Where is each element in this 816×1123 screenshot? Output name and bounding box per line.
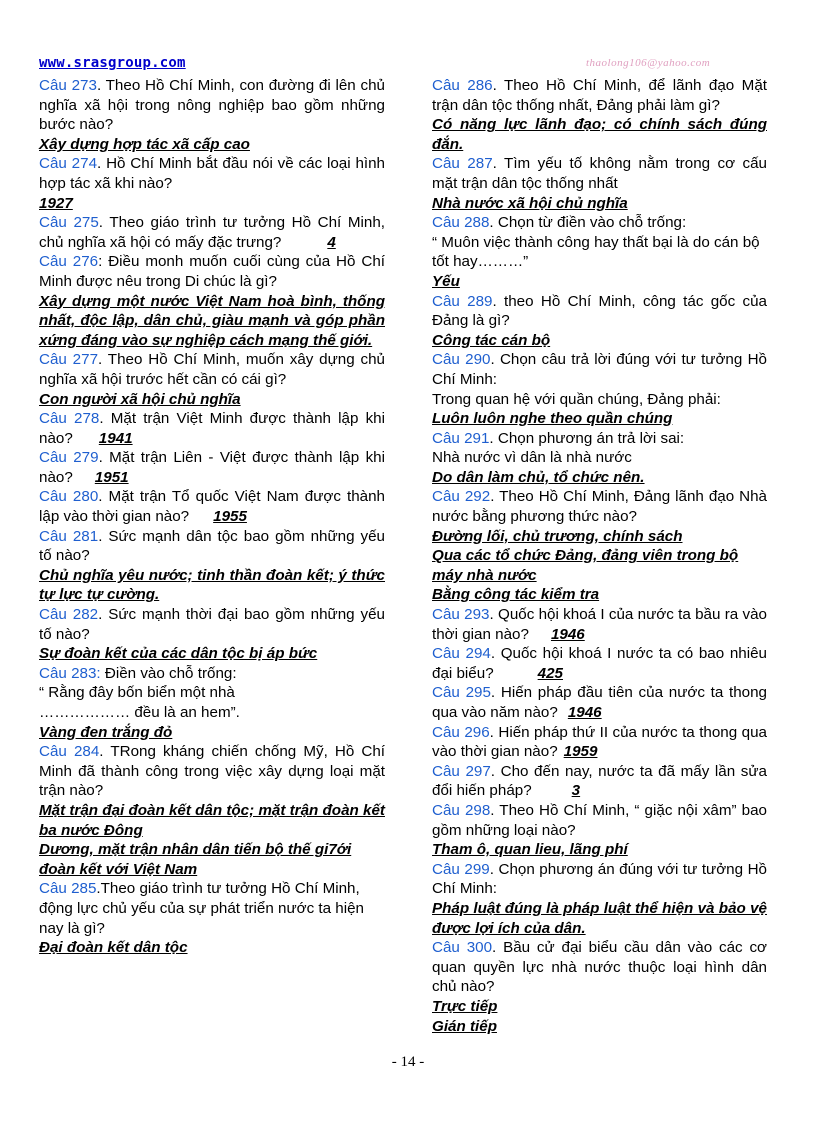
answer-287: Nhà nước xã hội chủ nghĩa [432, 194, 628, 212]
question-number: Câu 294 [432, 645, 491, 663]
answer-290: Luôn luôn nghe theo quần chúng [432, 410, 673, 428]
question-286 [432, 76, 767, 115]
question-276 [39, 252, 385, 291]
answer-281: Chủ nghĩa yêu nước; tinh thần đoàn kết; ý thức tự lực tự cường. [39, 566, 385, 604]
answer-285: Đại đoàn kết dân tộc [39, 939, 188, 957]
question-text: . Theo Hồ Chí Minh, để lãnh đạo Mặt trận dân tộc thống nhất, Đảng phải làm gì? [432, 77, 767, 114]
question-number: Câu 287 [432, 155, 493, 173]
answer-293: 1946 [550, 625, 585, 643]
question-text: . Quốc hội khoá I nước ta có bao nhiêu đại biểu? [432, 645, 768, 682]
question-text: . Mặt trận Tổ quốc Việt Nam được thành lập vào thời gian nào? [39, 488, 385, 526]
answer-292-part3: Bằng công tác kiểm tra [432, 586, 600, 604]
answer-299: Pháp luật đúng là pháp luật thể hiện và bảo vệ được lợi ích của dân. [432, 899, 767, 937]
answer-278: 1941 [98, 429, 133, 447]
question-289 [432, 292, 767, 331]
question-293 [432, 605, 767, 644]
question-text: .Theo giáo trình tư tưởng Hồ Chí Minh, động lực chủ yếu của sự phát triển nước ta hiện nay là gì? [39, 880, 364, 937]
question-text: . Sức mạnh dân tộc bao gồm những yếu tố nào? [39, 527, 385, 565]
question-280 [39, 487, 385, 526]
answer-292-part1: Đường lối, chủ trương, chính sách [432, 527, 683, 545]
answer-282: Sự đoàn kết của các dân tộc bị áp bức [39, 645, 318, 663]
question-283-line: “ Rằng đây bốn biển một nhà [39, 684, 235, 702]
question-number: Câu 288 [432, 214, 490, 232]
question-number: Câu 275 [39, 214, 99, 232]
question-291-context: Nhà nước vì dân là nhà nước [432, 449, 632, 467]
question-text: . TRong kháng chiến chống Mỹ, Hồ Chí Minh đã thành công trong việc xây dựng loại mặt trận nào? [39, 743, 386, 800]
question-text: . theo Hồ Chí Minh, công tác gốc của Đảng là gì? [432, 292, 768, 330]
answer-284-part1: Mặt trận đại đoàn kết dân tộc; mặt trận đoàn kết ba nước Đông [39, 801, 385, 839]
question-283-blank: ……………… đều là an hem”. [39, 704, 240, 721]
question-number: Câu 276 [39, 253, 99, 271]
answer-292-part2: Qua các tổ chức Đảng, đảng viên trong bộ máy nhà nước [432, 547, 739, 584]
question-text: . Chọn từ điền vào chỗ trống: [489, 214, 687, 232]
answer-277: Con người xã hội chủ nghĩa [39, 390, 241, 408]
answer-297: 3 [571, 782, 581, 800]
answer-288: Yếu [432, 272, 460, 290]
question-296 [432, 723, 767, 762]
question-text: . Chọn câu trả lời đúng với tư tưởng Hồ Chí Minh: [432, 351, 767, 388]
answer-295: 1946 [567, 704, 602, 721]
page-number: - 14 - [391, 1054, 425, 1070]
question-number: Câu 293 [432, 606, 490, 624]
question-number: Câu 283: [39, 664, 101, 682]
question-text: . Tìm yếu tố không nằm trong cơ cấu mặt trận dân tộc thống nhất [432, 155, 768, 192]
answer-283: Vàng đen trắng đỏ [39, 723, 173, 741]
answer-286: Có năng lực lãnh đạo; có chính sách đúng đắn. [432, 116, 767, 153]
question-275 [39, 213, 385, 252]
question-number: Câu 299 [432, 860, 490, 878]
question-300 [432, 938, 767, 997]
answer-275: 4 [327, 233, 336, 251]
question-text: . Theo Hồ Chí Minh, muốn xây dựng chủ nghĩa xã hội trước hết cần có cái gì? [39, 351, 386, 388]
question-number: Câu 300 [432, 939, 493, 957]
question-text: . Chọn phương án trả lời sai: [489, 429, 685, 447]
question-number: Câu 285 [39, 880, 97, 898]
question-text: . Hiến pháp đầu tiên của nước ta thong qua vào năm nào? [432, 684, 768, 721]
answer-300-option2: Gián tiếp [432, 1017, 497, 1035]
question-number: Câu 282 [39, 606, 99, 624]
question-282 [39, 605, 385, 644]
answer-276: Xây dựng một nước Việt Nam hoà bình, thống nhất, độc lập, dân chủ, giàu mạnh và góp phần xứng đáng vào sự nghiệp cách mạng thế giới. [39, 292, 385, 349]
answer-300-option1: Trực tiếp [432, 997, 498, 1015]
question-298 [432, 801, 767, 840]
question-text: . Quốc hội khoá I của nước ta bầu ra vào thời gian nào? [432, 606, 767, 643]
answer-273: Xây dựng hợp tác xã cấp cao [39, 135, 250, 153]
answer-294: 425 [537, 664, 563, 682]
question-290 [432, 350, 767, 389]
question-281 [39, 527, 385, 566]
question-295 [432, 683, 767, 722]
question-text: . Cho đến nay, nước ta đã mấy lần sửa đổi hiến pháp? [432, 762, 767, 800]
question-text: . Theo Hồ Chí Minh, “ giặc nội xâm” bao gồm những loại nào? [432, 801, 768, 839]
question-number: Câu 273 [39, 77, 97, 94]
question-text: . Theo Hồ Chí Minh, con đường đi lên chủ nghĩa xã hội trong nông nghiệp bao gồm những bước nào? [39, 77, 385, 134]
question-text: : Điều monh muốn cuối cùng của Hồ Chí Minh được nêu trong Di chúc là gì? [39, 253, 385, 290]
answer-296: 1959 [563, 743, 598, 761]
question-text: . Chọn phương án đúng với tư tưởng Hồ Chí Minh: [432, 860, 768, 898]
question-294 [432, 644, 767, 683]
question-number: Câu 291 [432, 429, 490, 447]
question-273 [39, 76, 385, 135]
answer-284-part2: Dương, mặt trận nhân dân tiến bộ thế gi7ới đoàn kết với Việt Nam [39, 841, 352, 878]
question-283 [39, 664, 385, 684]
left-column [39, 76, 385, 958]
question-277 [39, 350, 385, 389]
question-number: Câu 298 [432, 801, 491, 819]
question-text: . Mặt trận Việt Minh được thành lập khi nào? [39, 410, 385, 447]
question-number: Câu 292 [432, 488, 491, 506]
question-text: . Hồ Chí Minh bắt đầu nói về các loại hình hợp tác xã khi nào? [39, 155, 386, 192]
question-number: Câu 297 [432, 762, 491, 780]
question-number: Câu 277 [39, 351, 99, 369]
question-278 [39, 409, 385, 448]
question-285 [39, 879, 371, 938]
question-number: Câu 284 [39, 743, 100, 761]
question-297 [432, 762, 767, 801]
question-text: . Theo Hồ Chí Minh, Đảng lãnh đạo Nhà nước bằng phương thức nào? [432, 488, 767, 526]
question-text: . Sức mạnh thời đại bao gồm những yếu tố nào? [39, 606, 386, 643]
question-290-context: Trong quan hệ với quần chúng, Đảng phải: [432, 390, 721, 408]
question-number: Câu 290 [432, 351, 491, 369]
question-288 [432, 213, 767, 233]
question-text: Điền vào chỗ trống: [100, 664, 237, 682]
question-292 [432, 487, 767, 526]
answer-298: Tham ô, quan lieu, lãng phí [432, 841, 628, 859]
answer-289: Công tác cán bộ [432, 331, 551, 349]
question-number: Câu 279 [39, 449, 99, 467]
question-299 [432, 860, 767, 899]
question-text: . Mặt trận Liên - Việt được thành lập khi nào? [39, 449, 385, 486]
question-number: Câu 296 [432, 723, 490, 741]
question-287 [432, 154, 767, 193]
right-column [432, 76, 767, 1036]
question-288-quote: “ Muôn việc thành công hay thất bại là do cán bộ tốt hay………” [432, 233, 760, 271]
website-link[interactable]: www.srasgroup.com [39, 55, 186, 71]
question-text: . Bầu cử đại biểu cầu dân vào các cơ quan quyền lực nhà nước thuộc loại hình dân chủ nào? [432, 939, 767, 996]
question-number: Câu 295 [432, 684, 491, 702]
answer-274: 1927 [39, 194, 73, 212]
question-number: Câu 286 [432, 77, 493, 94]
question-text: . Hiến pháp thứ II của nước ta thong qua vào thời gian nào? [432, 723, 768, 761]
question-284 [39, 742, 385, 801]
question-number: Câu 289 [432, 292, 493, 310]
answer-279: 1951 [94, 468, 129, 486]
question-274 [39, 154, 385, 193]
question-number: Câu 274 [39, 155, 98, 173]
answer-291: Do dân làm chủ, tổ chức nên. [432, 468, 645, 486]
question-number: Câu 281 [39, 527, 99, 545]
question-291 [432, 429, 767, 449]
question-279 [39, 448, 385, 487]
author-email: thaolong106@yahoo.com [586, 57, 711, 69]
question-text: . Theo giáo trình tư tưởng Hồ Chí Minh, chủ nghĩa xã hội có mấy đặc trưng? [39, 214, 385, 251]
answer-280: 1955 [213, 508, 247, 526]
question-number: Câu 280 [39, 488, 99, 506]
question-number: Câu 278 [39, 410, 100, 428]
